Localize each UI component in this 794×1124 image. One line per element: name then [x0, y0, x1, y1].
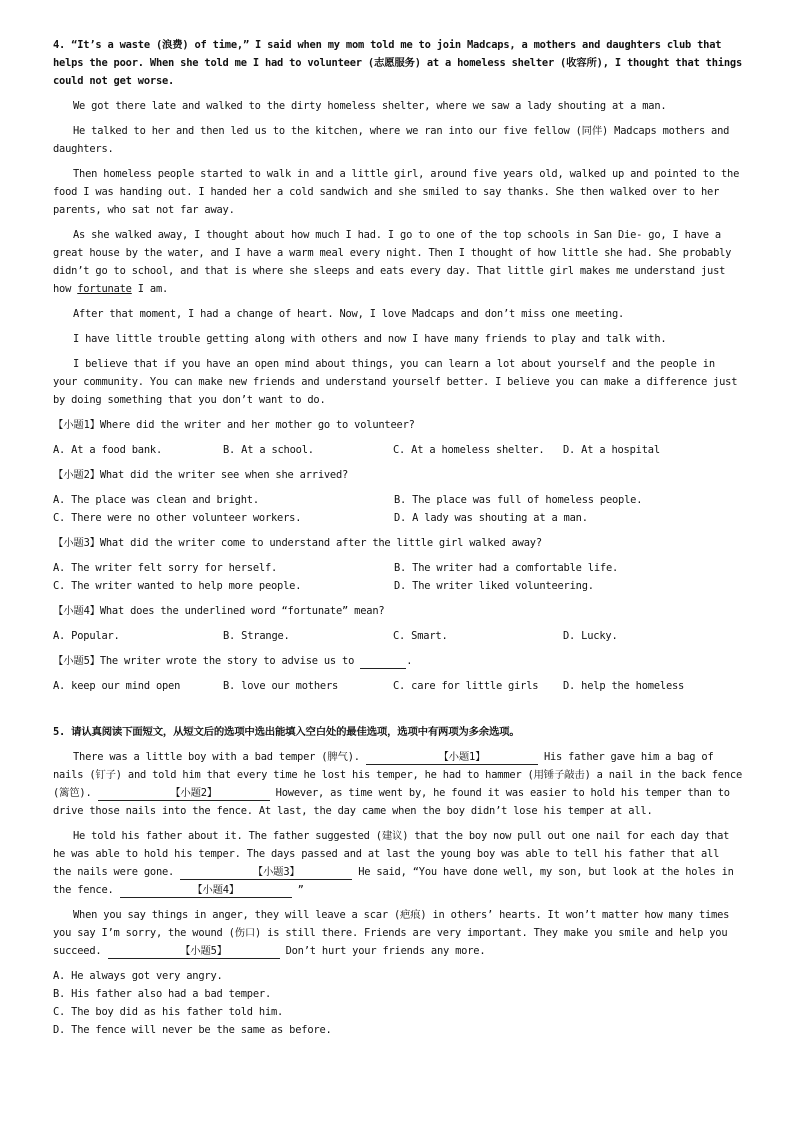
- q5-blank-3: 【小题3】: [180, 865, 352, 880]
- q5-paragraph-2: [53, 827, 743, 899]
- q4-sub1-options: [53, 441, 743, 459]
- q4-sub3-option-c: C. The writer wanted to help more people.: [53, 580, 302, 592]
- q5-p1-text-b: His father gave him a bag of nails (钉子) and told him that every time he lost his temper, he had to hammer (用锤子敲击) a nail in the back fence (篱笆).: [53, 751, 743, 799]
- q5-option-b: B. His father also had a bad temper.: [53, 988, 272, 1000]
- q5-p2-text-b: He said, “You have done well, my son, but look at the holes in the fence.: [53, 866, 734, 896]
- q5-paragraph-3: [53, 906, 743, 960]
- q4-sub5-question-end: .: [406, 655, 413, 667]
- q4-sub4-option-a: A. Popular.: [53, 630, 120, 642]
- q4-sub5-question-text: 【小题5】The writer wrote the story to advise us to: [53, 655, 361, 667]
- q4-sub5-option-b: B. love our mothers: [223, 680, 339, 692]
- q5-blank-4: 【小题4】: [120, 883, 292, 898]
- q5-option-a: A. He always got very angry.: [53, 970, 223, 982]
- q4-sub2-option-b: B. The place was full of homeless people.: [394, 494, 643, 506]
- q5-p1-text-c: However, as time went by, he found it was easier to hold his temper than to drive those nails into the fence. At last, the day came when the boy didn’t lose his temper at all.: [53, 787, 730, 817]
- q4-paragraph-1: We got there late and walked to the dirty homeless shelter, where we saw a lady shouting at a man.: [73, 100, 667, 112]
- q4-sub3-option-a: A. The writer felt sorry for herself.: [53, 562, 278, 574]
- underlined-word-fortunate: fortunate: [77, 283, 132, 295]
- q5-blank-5: 【小题5】: [108, 944, 280, 959]
- q5-options: [53, 967, 743, 1039]
- q5-p1-text-a: There was a little boy with a bad temper (脾气).: [73, 751, 366, 763]
- q5-p2-text-c: ”: [291, 884, 304, 896]
- q4-sub4-question: 【小题4】What does the underlined word “fortunate” mean?: [53, 605, 385, 617]
- q5-blank-2: 【小题2】: [98, 786, 270, 801]
- q4-sub5-question: [53, 652, 743, 670]
- q4-sub3-question: 【小题3】What did the writer come to understand after the little girl walked away?: [53, 537, 542, 549]
- q5-p2-text-a: He told his father about it. The father suggested (建议) that the boy now pull out one nail for each day that he was able to hold his temper. The days passed and at last the young boy was able to tell his father that all the nails were gone.: [53, 830, 730, 878]
- q4-p4-text-after: I am.: [131, 283, 169, 295]
- q4-sub4-option-d: D. Lucky.: [563, 630, 618, 642]
- q4-paragraph-5: After that moment, I had a change of heart. Now, I love Madcaps and don’t miss one meeting.: [73, 308, 625, 320]
- q4-paragraph-7: I believe that if you have an open mind about things, you can learn a lot about yourself and the people in your community. You can make new friends and understand yourself better. I believe you can make a difference just by doing something that you don’t want to do.: [53, 358, 738, 406]
- document-page: [53, 36, 743, 1039]
- q5-option-d: D. The fence will never be the same as before.: [53, 1024, 332, 1036]
- q5-blank-1: 【小题1】: [366, 750, 538, 765]
- q4-sub3-option-b: B. The writer had a comfortable life.: [394, 562, 619, 574]
- q4-sub2-options: [53, 491, 743, 527]
- question-4-header: 4. “It’s a waste (浪费) of time,” I said when my mom told me to join Madcaps, a mothers and daughters club that helps the poor. When she told me I had to volunteer (志愿服务) at a homeless shelter (收容所), I thought that things could not get worse.: [53, 39, 743, 87]
- question-5-header: 5. 请认真阅读下面短文，从短文后的选项中选出能填入空白处的最佳选项，选项中有两项为多余选项。: [53, 726, 520, 738]
- q4-sub4-option-b: B. Strange.: [223, 630, 290, 642]
- q4-sub3-option-d: D. The writer liked volunteering.: [394, 580, 594, 592]
- q4-sub5-option-c: C. care for little girls: [393, 680, 539, 692]
- q4-sub5-option-a: A. keep our mind open: [53, 680, 181, 692]
- q4-sub3-options: [53, 559, 743, 595]
- q4-p4-text-before: As she walked away, I thought about how much I had. I go to one of the top schools in San Die- go, I have a great house by the water, and I have a warm meal every night. Then I thought of how little she had. She probably didn’t go to school, and that is where she sleeps and eats every day. That little girl makes me understand just how: [53, 229, 732, 295]
- q4-sub1-question: 【小题1】Where did the writer and her mother go to volunteer?: [53, 419, 415, 431]
- q4-sub1-option-c: C. At a homeless shelter.: [393, 444, 545, 456]
- q4-sub4-option-c: C. Smart.: [393, 630, 448, 642]
- q4-sub2-option-d: D. A lady was shouting at a man.: [394, 512, 588, 524]
- q5-paragraph-1: [53, 748, 743, 820]
- q4-sub1-option-d: D. At a hospital: [563, 444, 660, 456]
- q4-paragraph-3: Then homeless people started to walk in and a little girl, around five years old, walked up and pointed to the food I was handing out. I handed her a cold sandwich and she smiled to say thanks. She then walked over to her parents, who sat not far away.: [53, 168, 740, 216]
- q4-sub2-option-a: A. The place was clean and bright.: [53, 494, 259, 506]
- q5-p3-text-a: When you say things in anger, they will leave a scar (疤痕) in others’ hearts. It won’t matter how many times you say I’m sorry, the wound (伤口) is still there. Friends are very important. They make you smile and help you succeed.: [53, 909, 730, 957]
- q4-sub4-options: [53, 627, 743, 645]
- answer-blank: [360, 654, 406, 669]
- q4-sub2-option-c: C. There were no other volunteer workers.: [53, 512, 302, 524]
- q4-paragraph-2: He talked to her and then led us to the kitchen, where we ran into our five fellow (同伴) Madcaps mothers and daughters.: [53, 125, 730, 155]
- q4-sub1-option-b: B. At a school.: [223, 444, 314, 456]
- q4-sub1-option-a: A. At a food bank.: [53, 444, 163, 456]
- q4-paragraph-6: I have little trouble getting along with others and now I have many friends to play and talk with.: [73, 333, 667, 345]
- q5-option-c: C. The boy did as his father told him.: [53, 1006, 284, 1018]
- q4-sub5-options: [53, 677, 743, 695]
- q5-p3-text-b: Don’t hurt your friends any more.: [279, 945, 486, 957]
- q4-sub5-option-d: D. help the homeless: [563, 680, 685, 692]
- q4-paragraph-4: [53, 226, 743, 298]
- q4-sub2-question: 【小题2】What did the writer see when she arrived?: [53, 469, 349, 481]
